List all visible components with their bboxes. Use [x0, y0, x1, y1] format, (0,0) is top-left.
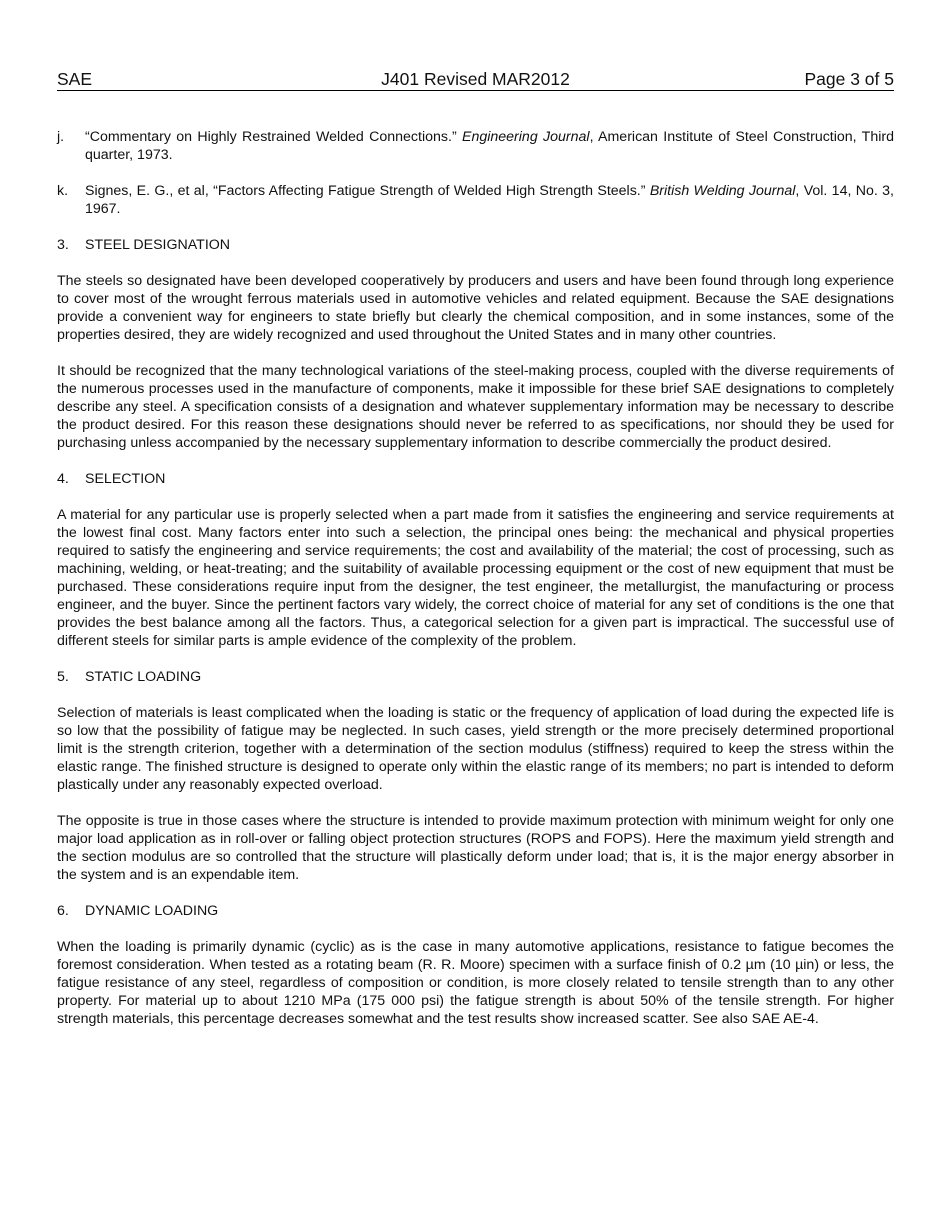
- body-paragraph: Selection of materials is least complicated when the loading is static or the frequency of application of load during the expected life is so low that the possibility of fatigue may be neglected. In such cases, yield strength or the more precisely determined proportional limit is the strength criterion, together with a determination of the section modulus (stiffness) required to keep the stress within the elastic range. The finished structure is designed to operate only within the elastic range of its members; no part is intended to deform plastically under any reasonably expected overload.: [57, 705, 894, 793]
- reference-details: , American Institute of Steel Construction, Third quarter, 1973.: [85, 129, 894, 163]
- reference-details: , Vol. 14, No. 3, 1967.: [85, 183, 894, 217]
- section-title: DYNAMIC LOADING: [85, 903, 219, 919]
- reference-label: j.: [57, 129, 65, 145]
- section-number: 6.: [57, 903, 69, 919]
- reference-label: k.: [57, 183, 69, 199]
- reference-journal: Engineering Journal: [461, 129, 590, 145]
- section-number: 5.: [57, 669, 69, 685]
- header-org: SAE: [57, 69, 93, 89]
- section-title: STEEL DESIGNATION: [85, 237, 231, 253]
- reference-text: Signes, E. G., et al, “Factors Affecting Fatigue Strength of Welded High Strength Steels.”: [85, 183, 646, 199]
- document-page: [57, 68, 894, 1046]
- body-paragraph: The opposite is true in those cases where the structure is intended to provide maximum protection with minimum weight for only one major load application as in roll-over or falling object protection structures (ROPS and FOPS). Here the maximum yield strength and the section modulus are so controlled that the structure will plastically deform under load; that is, it is the major energy absorber in the system and is an expendable item.: [57, 813, 894, 883]
- section-title: STATIC LOADING: [85, 669, 202, 685]
- section-heading: [57, 470, 894, 488]
- section-heading: [57, 668, 894, 686]
- header-page-number: Page 3 of 5: [804, 69, 894, 89]
- section-number: 4.: [57, 471, 69, 487]
- section-heading: [57, 236, 894, 254]
- reference-item: [57, 128, 894, 164]
- section-heading: [57, 902, 894, 920]
- page-header: [57, 68, 894, 91]
- section-number: 3.: [57, 237, 69, 253]
- section-title: SELECTION: [85, 471, 166, 487]
- body-paragraph: It should be recognized that the many technological variations of the steel-making process, coupled with the diverse requirements of the numerous processes used in the manufacture of components, make it impossible for these brief SAE designations to completely describe any steel. A specification consists of a designation and whatever supplementary information may be necessary to describe the product desired. For this reason these designations should never be referred to as specifications, nor should they be used for purchasing unless accompanied by the necessary supplementary information to describe commercially the product desired.: [57, 363, 894, 451]
- header-doc-id: J401 Revised MAR2012: [381, 69, 570, 89]
- body-paragraph: The steels so designated have been developed cooperatively by producers and users and have been found through long experience to cover most of the wrought ferrous materials used in automotive vehicles and related equipment. Because the SAE designations provide a convenient way for engineers to state briefly but clearly the chemical composition, and in some instances, some of the properties desired, they are widely recognized and used throughout the United States and in many other countries.: [57, 273, 894, 343]
- body-paragraph: A material for any particular use is properly selected when a part made from it satisfies the engineering and service requirements at the lowest final cost. Many factors enter into such a selection, the principal ones being: the mechanical and physical properties required to satisfy the engineering and service requirements; the cost and availability of the material; the cost of processing, such as machining, welding, or heat-treating; and the suitability of available processing equipment or the cost of new equipment that must be purchased. These considerations require input from the designer, the test engineer, the metallurgist, the manufacturing or process engineer, and the buyer. Since the pertinent factors vary widely, the correct choice of material for any set of conditions is the one that provides the best balance among all the factors. Thus, a categorical selection for a given part is impractical. The successful use of different steels for similar parts is ample evidence of the complexity of the problem.: [57, 507, 894, 649]
- reference-text: “Commentary on Highly Restrained Welded Connections.”: [85, 129, 457, 145]
- reference-item: [57, 182, 894, 218]
- body-paragraph: When the loading is primarily dynamic (cyclic) as is the case in many automotive applications, resistance to fatigue becomes the foremost consideration. When tested as a rotating beam (R. R. Moore) specimen with a surface finish of 0.2 µm (10 µin) or less, the fatigue resistance of any steel, regardless of composition or condition, is more closely related to tensile strength than to any other property. For material up to about 1210 MPa (175 000 psi) the fatigue strength is about 50% of the tensile strength. For higher strength materials, this percentage decreases somewhat and the test results show increased scatter. See also SAE AE-4.: [57, 939, 894, 1027]
- reference-journal: British Welding Journal: [649, 183, 796, 199]
